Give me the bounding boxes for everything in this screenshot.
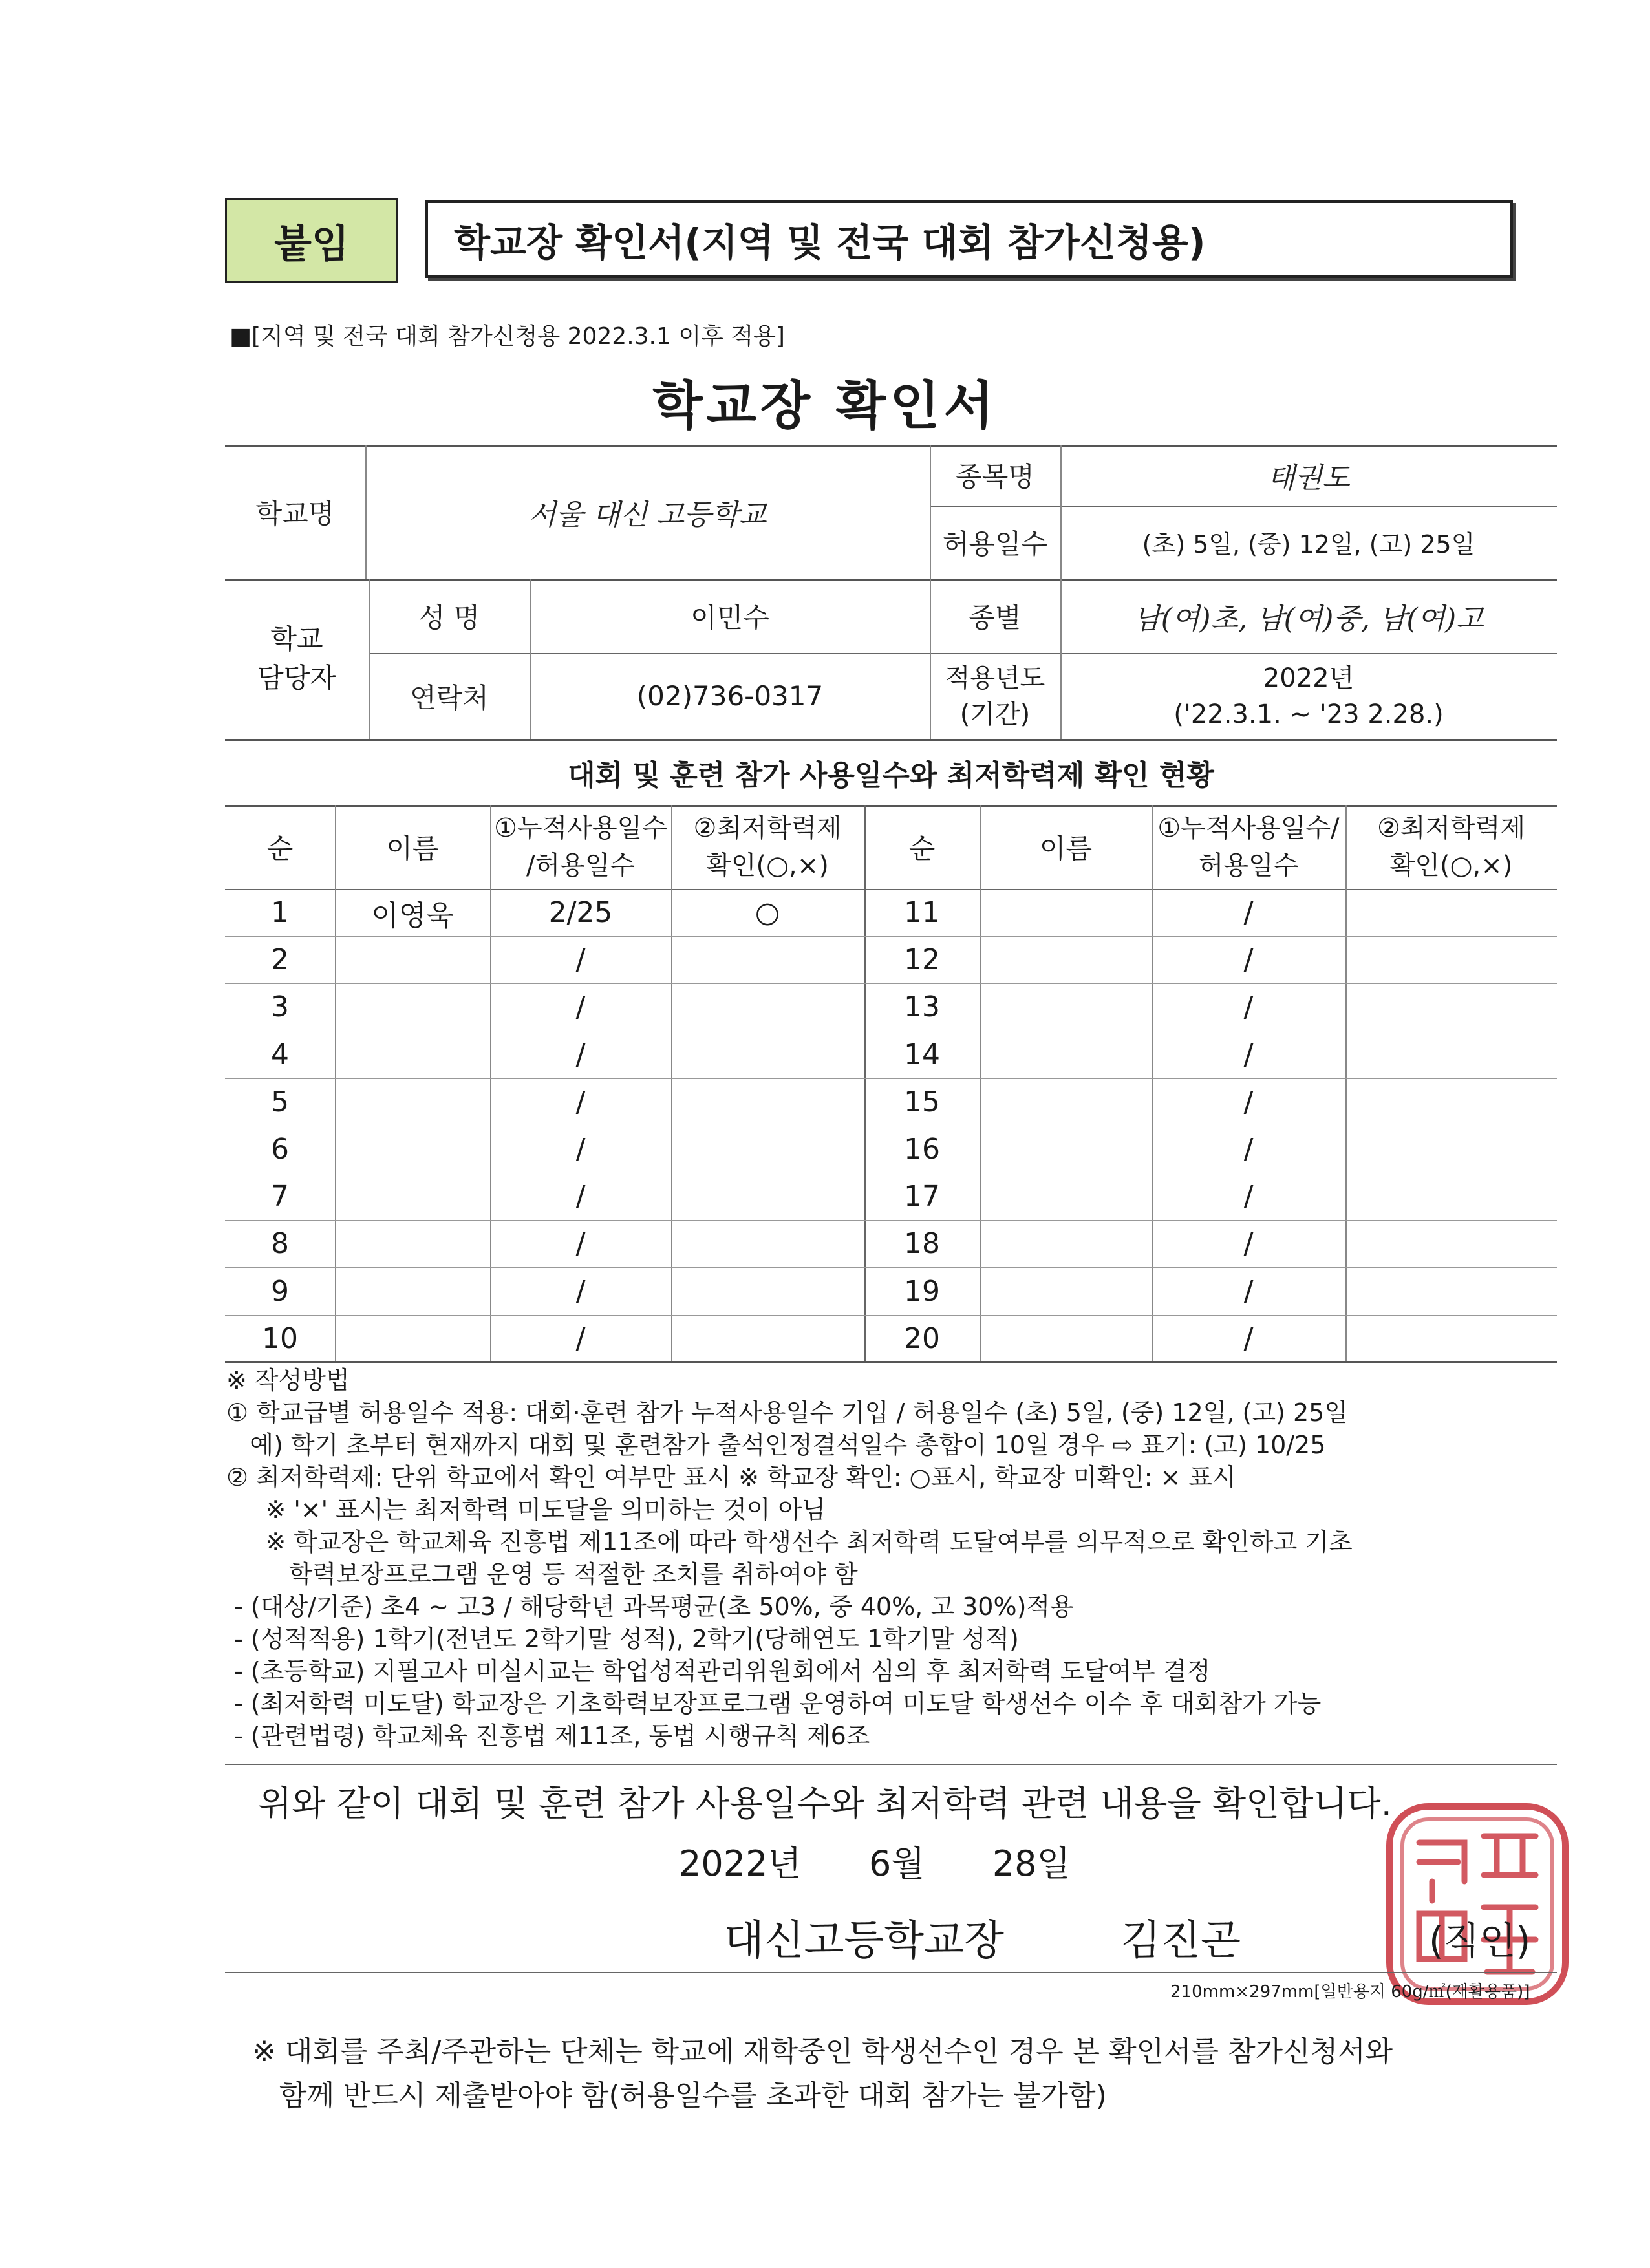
left-check-cell (671, 1268, 864, 1315)
contact-label: 연락처 (410, 681, 489, 714)
table-row (225, 1173, 1557, 1221)
header-name-left: 이름 (386, 833, 439, 864)
left-no-cell: 8 (271, 1227, 289, 1261)
right-no-cell: 19 (904, 1274, 940, 1308)
left-name-cell (335, 1315, 490, 1362)
left-name-cell (335, 1078, 490, 1126)
header-check-right-line2: 확인(○,×) (1389, 851, 1513, 881)
divider (225, 1764, 1557, 1765)
right-no-cell: 13 (904, 990, 940, 1024)
header-check-right (1345, 805, 1557, 889)
table-row (225, 1031, 1557, 1079)
signer (724, 1907, 1241, 1967)
header-check-left-line2: 확인(○,×) (706, 851, 829, 881)
divider (225, 1972, 1557, 1973)
right-days-cell: / (1243, 1038, 1254, 1071)
right-name-cell (980, 1268, 1152, 1315)
right-no-cell: 16 (904, 1133, 940, 1166)
table-row (225, 983, 1557, 1031)
right-days-cell: / (1243, 1180, 1254, 1214)
header-days-left-line1: ①누적사용일수 (494, 813, 667, 843)
right-days-cell: / (1243, 1227, 1254, 1261)
name-label: 성 명 (418, 601, 480, 634)
instruction-line: ※ 작성방법 (226, 1366, 350, 1395)
right-check-cell (1345, 889, 1557, 936)
footer-note (252, 2030, 1393, 2118)
divider (225, 739, 1557, 741)
confirmation-statement: 위와 같이 대회 및 훈련 참가 사용일수와 최저학력 관련 내용을 확인합니다. (258, 1782, 1392, 1824)
instruction-line: 학력보장프로그램 운영 등 적절한 조치를 취하여야 함 (226, 1560, 858, 1589)
year-label-line2: (기간) (959, 699, 1031, 729)
signer-title: 대신고등학교장 (724, 1917, 1004, 1965)
header-days-left (490, 805, 671, 889)
instruction-line: - (초등학교) 지필고사 미실시교는 학업성적관리위원회에서 심의 후 최저학력 도달여부 결정 (226, 1657, 1211, 1685)
staff-label (225, 579, 369, 739)
right-days-cell: / (1243, 1321, 1254, 1355)
attachment-tag: 붙임 (225, 198, 398, 283)
left-no-cell: 1 (271, 896, 289, 929)
instruction-line: - (대상/기준) 초4 ~ 고3 / 해당학년 과목평균(초 50%, 중 40%, 고 30%)적용 (226, 1592, 1074, 1621)
right-days-cell: / (1243, 896, 1254, 929)
left-days-cell: / (575, 943, 586, 977)
year-value-line2: ('22.3.1. ~ '23 2.28.) (1173, 699, 1444, 729)
signer-name: 김진곤 (1120, 1917, 1241, 1965)
instruction-line: - (성적적용) 1학기(전년도 2학기말 성적), 2학기(당해연도 1학기말 성적) (226, 1625, 1019, 1653)
table-row (225, 1220, 1557, 1268)
right-check-cell (1345, 1268, 1557, 1315)
left-check-cell (671, 983, 864, 1031)
left-check-cell (671, 1078, 864, 1126)
year-value (1060, 653, 1557, 739)
left-name-cell (335, 1031, 490, 1078)
left-no-cell: 7 (271, 1180, 289, 1214)
right-name-cell (980, 889, 1152, 936)
left-no-cell: 4 (271, 1038, 289, 1071)
left-no-cell: 10 (262, 1321, 298, 1355)
left-name-cell: 이영욱 (371, 899, 454, 932)
left-days-cell: / (575, 1038, 586, 1071)
school-name-label: 학교명 (255, 497, 335, 530)
left-check-cell (671, 1031, 864, 1078)
gender-value: 남(여)초, 남(여)중, 남(여)고 (1133, 602, 1484, 636)
right-name-cell (980, 936, 1152, 983)
right-check-cell (1345, 1078, 1557, 1126)
date-day: 28일 (992, 1843, 1071, 1884)
allowed-days-label: 허용일수 (942, 528, 1048, 560)
name-value: 이민수 (691, 601, 769, 634)
staff-label-line1: 학교 (270, 623, 323, 655)
header-days-right-line2: 허용일수 (1198, 851, 1299, 881)
instruction-line: - (관련법령) 학교체육 진흥법 제11조, 동법 시행규칙 제6조 (226, 1722, 870, 1750)
right-check-cell (1345, 936, 1557, 983)
right-name-cell (980, 1031, 1152, 1078)
right-days-cell: / (1243, 943, 1254, 977)
year-value-line1: 2022년 (1263, 663, 1355, 693)
left-name-cell (335, 1220, 490, 1267)
seal-label: (직인) (1429, 1919, 1531, 1963)
right-check-cell (1345, 1126, 1557, 1173)
left-name-cell (335, 1268, 490, 1315)
instruction-line: ※ '×' 표시는 최저학력 미도달을 의미하는 것이 아님 (226, 1495, 826, 1524)
left-no-cell: 2 (271, 943, 289, 977)
left-days-cell: / (575, 1321, 586, 1355)
left-check-cell: ○ (755, 896, 780, 929)
right-days-cell: / (1243, 1133, 1254, 1166)
left-check-cell (671, 1173, 864, 1220)
right-no-cell: 11 (904, 896, 940, 929)
instruction-line: ① 학교급별 허용일수 적용: 대회·훈련 참가 누적사용일수 기입 / 허용일수 (초) 5일, (중) 12일, (고) 25일 (226, 1398, 1349, 1427)
left-no-cell: 6 (271, 1133, 289, 1166)
roster-border-bottom (225, 1361, 1557, 1363)
left-no-cell: 3 (271, 990, 289, 1024)
writing-instructions (226, 1364, 1353, 1752)
table-row (225, 1126, 1557, 1173)
left-name-cell (335, 1173, 490, 1220)
date-month: 6월 (868, 1843, 925, 1884)
instruction-line: ② 최저학력제: 단위 학교에서 확인 여부만 표시 ※ 학교장 확인: ○표시, 학교장 미확인: × 표시 (226, 1463, 1236, 1492)
right-no-cell: 15 (904, 1085, 940, 1118)
right-name-cell (980, 1315, 1152, 1362)
left-check-cell (671, 936, 864, 983)
left-days-cell: 2/25 (548, 896, 613, 929)
left-name-cell (335, 936, 490, 983)
right-no-cell: 12 (904, 943, 940, 977)
right-days-cell: / (1243, 1085, 1254, 1118)
contact-value: (02)736-0317 (636, 680, 824, 712)
paper-spec: 210mm×297mm[일반용지 60g/㎡(재활용품)] (1170, 1982, 1530, 2002)
left-check-cell (671, 1220, 864, 1267)
right-no-cell: 20 (904, 1321, 940, 1355)
left-no-cell: 9 (271, 1274, 289, 1308)
table-row (225, 1078, 1557, 1126)
left-days-cell: / (575, 1180, 586, 1214)
instruction-line: - (최저학력 미도달) 학교장은 기초학력보장프로그램 운영하여 미도달 학생선수 이수 후 대회참가 가능 (226, 1689, 1322, 1718)
header-days-right-line1: ①누적사용일수/ (1157, 813, 1340, 843)
main-title: 학교장 확인서 (652, 375, 998, 436)
header-no-right: 순 (908, 833, 936, 864)
year-label (930, 653, 1060, 739)
table-row (225, 889, 1557, 937)
right-name-cell (980, 983, 1152, 1031)
footer-line-1: ※ 대회를 주최/주관하는 단체는 학교에 재학중인 학생선수인 경우 본 확인서를 참가신청서와 (252, 2035, 1393, 2068)
left-days-cell: / (575, 1274, 586, 1308)
left-check-cell (671, 1315, 864, 1362)
table-row (225, 936, 1557, 984)
document-title: 학교장 확인서(지역 및 전국 대회 참가신청용) (425, 200, 1513, 278)
left-name-cell (335, 1126, 490, 1173)
header-no-left: 순 (266, 833, 294, 864)
right-check-cell (1345, 1173, 1557, 1220)
instruction-line: ※ 학교장은 학교체육 진흥법 제11조에 따라 학생선수 최저학력 도달여부를 의무적으로 확인하고 기초 (226, 1528, 1353, 1556)
sport-value: 태권도 (1267, 462, 1350, 495)
instruction-line: 예) 학기 초부터 현재까지 대회 및 훈련참가 출석인정결석일수 총합이 10일 경우 ⇨ 표기: (고) 10/25 (226, 1431, 1326, 1459)
applicability-notice: ■[지역 및 전국 대회 참가신청용 2022.3.1 이후 적용] (230, 323, 785, 350)
roster-section-title: 대회 및 훈련 참가 사용일수와 최저학력제 확인 현황 (568, 759, 1214, 792)
left-days-cell: / (575, 1227, 586, 1261)
header-days-left-line2: /허용일수 (526, 851, 636, 881)
right-name-cell (980, 1220, 1152, 1267)
right-no-cell: 18 (904, 1227, 940, 1261)
header-check-right-line1: ②최저학력제 (1377, 813, 1526, 843)
issue-date (679, 1836, 1071, 1886)
left-days-cell: / (575, 990, 586, 1024)
right-name-cell (980, 1078, 1152, 1126)
right-no-cell: 14 (904, 1038, 940, 1071)
header-days-right (1152, 805, 1345, 889)
left-days-cell: / (575, 1133, 586, 1166)
right-check-cell (1345, 1031, 1557, 1078)
left-days-cell: / (575, 1085, 586, 1118)
allowed-days-value: (초) 5일, (중) 12일, (고) 25일 (1142, 530, 1475, 559)
table-row (225, 1315, 1557, 1362)
left-no-cell: 5 (271, 1085, 289, 1118)
right-name-cell (980, 1126, 1152, 1173)
staff-label-line2: 담당자 (257, 662, 336, 694)
sport-label: 종목명 (956, 461, 1034, 493)
header-check-left-line1: ②최저학력제 (693, 813, 842, 843)
right-days-cell: / (1243, 1274, 1254, 1308)
year-label-line1: 적용년도 (945, 663, 1045, 693)
header-name-right: 이름 (1039, 833, 1093, 864)
left-check-cell (671, 1126, 864, 1173)
right-check-cell (1345, 983, 1557, 1031)
footer-line-2: 함께 반드시 제출받아야 함(허용일수를 초과한 대회 참가는 불가함) (252, 2079, 1107, 2112)
right-no-cell: 17 (904, 1180, 940, 1214)
table-row (225, 1268, 1557, 1316)
right-days-cell: / (1243, 990, 1254, 1024)
left-name-cell (335, 983, 490, 1031)
right-check-cell (1345, 1315, 1557, 1362)
right-name-cell (980, 1173, 1152, 1220)
date-year: 2022년 (679, 1843, 802, 1884)
header-check-left (671, 805, 864, 889)
gender-label: 종별 (969, 601, 1022, 634)
right-check-cell (1345, 1220, 1557, 1267)
school-name-value: 서울 대신 고등학교 (528, 498, 767, 531)
